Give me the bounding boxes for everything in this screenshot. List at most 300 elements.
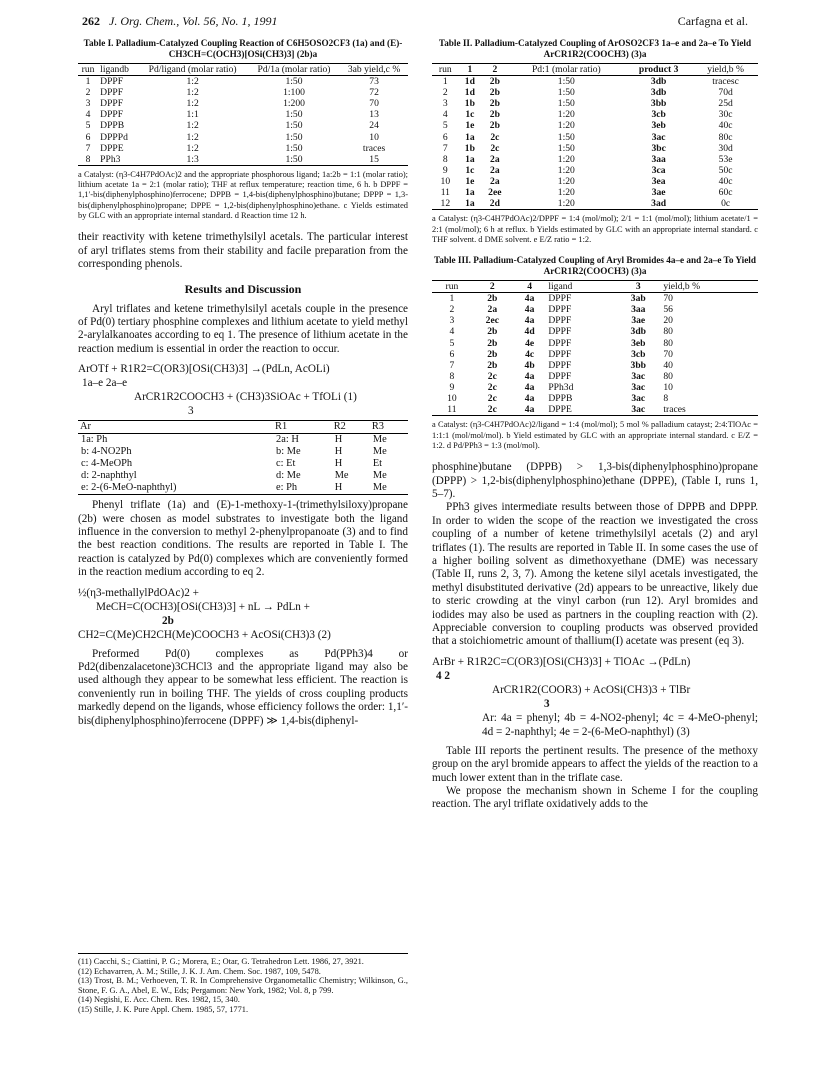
table-cell: 1:2	[186, 76, 199, 88]
equation-line: ½(η3-methallylPdOAc)2 +	[78, 586, 199, 599]
table-cell: 2d	[489, 198, 500, 210]
table-cell: 1:2	[186, 98, 199, 110]
table-cell: 2b	[489, 98, 500, 110]
table-cell: 1:20	[557, 187, 575, 199]
table-cell: 73	[369, 76, 379, 88]
table-cell: 10	[663, 381, 673, 393]
equation-labels: 1a–e 2a–e	[82, 377, 128, 390]
table-2-grid	[432, 63, 758, 210]
table-cell: 15	[369, 153, 379, 165]
table-cell: DPPPd	[100, 131, 128, 143]
equation-line: ArCR1R2(COOR3) + AcOSi(CH3)3 + TlBr	[492, 683, 691, 696]
table-cell: 8	[442, 153, 448, 165]
table-cell: 1:50	[285, 153, 303, 165]
table-cell: 1c	[465, 109, 475, 121]
column-header: run	[81, 64, 95, 75]
table-row	[78, 120, 408, 131]
equation-labels: 4 2	[436, 669, 450, 682]
table-header-row	[78, 64, 408, 76]
table-cell: 2a	[490, 164, 500, 176]
table-cell: 1:200	[283, 98, 305, 110]
table-cell: 3aa	[631, 304, 646, 316]
equation-labels: 3	[544, 697, 550, 710]
table-cell: 1:50	[285, 76, 303, 88]
table-cell: 25d	[718, 98, 733, 110]
equation-line: ArOTf + R1R2=C(OR3)[OSi(CH3)3] →(PdLn, AcOLi)	[78, 363, 330, 376]
table-cell: 1e	[465, 175, 475, 187]
table-cell: 2a	[490, 175, 500, 187]
equation-2	[78, 586, 408, 642]
table-cell: 2c	[487, 381, 497, 393]
table-row	[78, 434, 408, 447]
table-cell: 3bc	[651, 142, 666, 154]
left-column	[78, 38, 408, 728]
table-cell: 2b	[489, 109, 500, 121]
table-cell: b: 4-NO2Ph	[81, 446, 132, 458]
table-row	[432, 87, 758, 98]
table-cell: 2b	[489, 76, 500, 88]
table-cell: 2b	[487, 293, 498, 305]
table-cell: 6	[449, 348, 455, 360]
table-cell: 1	[85, 76, 91, 88]
table-cell: 3db	[650, 76, 667, 88]
table-cell: 2	[85, 87, 91, 99]
substituent-table	[78, 420, 408, 495]
table-cell: 80	[663, 337, 673, 349]
table-cell: 80	[663, 326, 673, 338]
table-cell: 70	[663, 348, 673, 360]
table-cell: 4b	[524, 359, 535, 371]
paragraph: phosphine)butane (DPPB) > 1,3-bis(diphenylphosphino)propane (DPPP) > 1,2-bis(diphenylphosphino)ethane (DPPE), (Table I, runs 1, 5–7).	[432, 461, 758, 500]
equation-line: CH2=C(Me)CH2CH(Me)COOCH3 + AcOSi(CH3)3 (2)	[78, 628, 331, 641]
table-2-footnote: a Catalyst: (η3-C4H7PdOAc)2/DPPF = 1:4 (mol/mol); 2/1 = 1:1 (mol/mol); lithium acetate/1 = 2:1 (mol/mol); 6 h at reflux. b Yields estimated by GLC with an appropriate internal standard. c THF solvent. d DME solvent. e E/Z ratio = 1:2.	[432, 214, 758, 244]
table-cell: 4a	[524, 293, 535, 305]
table-cell: 10	[369, 131, 379, 143]
table-2	[432, 38, 758, 245]
table-cell: traces	[663, 404, 686, 416]
table-cell: 1:50	[285, 109, 303, 121]
table-cell: 40c	[718, 175, 733, 187]
table-row	[78, 482, 408, 495]
table-row	[432, 404, 758, 416]
column-header: 2	[489, 281, 495, 293]
table-cell: Me	[372, 434, 387, 446]
table-row	[432, 154, 758, 165]
table-cell: 8	[85, 153, 91, 165]
table-cell: 2b	[487, 337, 498, 349]
table-cell: 4a	[524, 315, 535, 327]
table-cell: 1:2	[186, 142, 199, 154]
table-cell: DPPF	[548, 348, 572, 360]
table-cell: 3ae	[631, 315, 646, 327]
table-cell: 1c	[465, 164, 475, 176]
table-cell: 4	[85, 109, 91, 121]
table-cell: 4e	[525, 337, 535, 349]
running-header-left	[82, 14, 278, 29]
table-cell: 1a	[465, 153, 475, 165]
reference-entry: (12) Echavarren, A. M.; Stille, J. K. J. Am. Chem. Soc. 1987, 109, 5478.	[78, 966, 321, 976]
table-cell: 1:50	[557, 142, 575, 154]
table-cell: 1:50	[557, 131, 575, 143]
table-cell: 1a	[465, 187, 475, 199]
table-row	[432, 393, 758, 404]
table-row	[432, 360, 758, 371]
table-cell: 53e	[718, 153, 733, 165]
table-cell: 2	[442, 87, 448, 99]
table-cell: 2a	[487, 304, 498, 316]
table-row	[432, 109, 758, 120]
table-cell: 1d	[464, 87, 475, 99]
table-1	[78, 38, 408, 221]
table-cell: 4a	[524, 404, 535, 416]
table-cell: 1:20	[557, 164, 575, 176]
table-3-grid	[432, 280, 758, 416]
column-header: run	[445, 281, 459, 293]
table-cell: 40	[663, 359, 673, 371]
table-row	[78, 132, 408, 143]
table-cell: 4d	[524, 326, 535, 338]
section-title: Results and Discussion	[184, 281, 302, 296]
table-cell: 8	[449, 370, 455, 382]
table-cell: 80	[663, 370, 673, 382]
table-cell: 70d	[718, 87, 733, 99]
table-row	[78, 76, 408, 88]
table-cell: d: 2-naphthyl	[81, 470, 137, 482]
column-header: 4	[527, 281, 532, 293]
paragraph: Table III reports the pertinent results. The presence of the methoxy group on the aryl bromide appears to affect the yields of the reaction to a much lower extent than in the triflate case.	[432, 744, 758, 784]
table-row	[432, 76, 758, 88]
table-cell: DPPE	[100, 142, 124, 154]
table-row	[78, 87, 408, 98]
column-header: R2	[333, 421, 346, 433]
table-cell: 2c	[487, 404, 497, 416]
table-cell: 2b	[487, 348, 498, 360]
table-cell: DPPF	[548, 370, 572, 382]
table-3	[432, 255, 758, 451]
column-header: ligandb	[100, 64, 129, 75]
table-cell: 56	[663, 304, 673, 316]
paragraph: We propose the mechanism shown in Scheme I for the coupling reaction. The aryl triflate oxidatively adds to the	[432, 785, 758, 811]
table-cell: 70	[663, 293, 673, 305]
table-cell: 2a: H	[276, 434, 299, 446]
equation-labels: 2b	[162, 614, 174, 627]
paragraph: Preformed Pd(0) complexes as Pd(PPh3)4 or Pd2(dibenzalacetone)3CHCl3 and the appropriate ligand may also be used although they appear to be somewhat less efficient. The reaction is conveniently run in boiling THF. The yields of cross coupling products markedly depend on the ligands, whose efficiency follows the order: 1,1′-bis(diphenylphosphino)ferrocene (DPPF) ≫ 1,4-bis(diphenyl-	[78, 647, 408, 727]
reference-entry: (13) Trost, B. M.; Verhoeven, T. R. In Comprehensive Organometallic Chemistry; Wilkinson, G., Stone, F. G. A., Abel, E. W., Eds; Pergamon: New York, 1982; Vol. 8, p 799.	[78, 976, 408, 995]
reference-entry: (14) Negishi, E. Acc. Chem. Res. 1982, 15, 340.	[78, 995, 240, 1005]
equation-labels: 3	[188, 405, 194, 418]
table-cell: 4a	[524, 304, 535, 316]
table-row	[432, 98, 758, 109]
table-row	[432, 338, 758, 349]
table-cell: 2c	[487, 393, 497, 405]
column-header: Pd:1 (molar ratio)	[531, 64, 601, 75]
table-cell: 20	[663, 315, 673, 327]
table-cell: 3bb	[650, 98, 667, 110]
table-cell: 1a: Ph	[81, 434, 108, 446]
table-cell: tracesc	[712, 76, 739, 88]
table-row	[78, 458, 408, 470]
table-3-caption: Table III. Palladium-Catalyzed Coupling of Aryl Bromides 4a–e and 2a–e To Yield ArCR1R2(COOCH3) (3)a	[434, 255, 756, 277]
table-row	[78, 446, 408, 458]
table-cell: 3ac	[631, 404, 646, 416]
table-cell: 3ac	[651, 131, 666, 143]
column-header: 3ab yield,c %	[347, 64, 401, 75]
column-header: yield,b %	[707, 64, 744, 75]
table-row	[432, 371, 758, 382]
table-cell: 40c	[718, 120, 733, 132]
table-cell: DPPF	[548, 359, 572, 371]
table-cell: 2b	[487, 326, 498, 338]
table-row	[432, 304, 758, 315]
table-cell: 3ac	[631, 393, 646, 405]
table-cell: 1:50	[557, 87, 575, 99]
table-row	[432, 187, 758, 198]
table-row	[432, 120, 758, 131]
table-cell: 2	[449, 304, 455, 316]
table-cell: Me	[372, 482, 387, 494]
table-header-row	[432, 64, 758, 76]
table-cell: 3	[85, 98, 91, 110]
table-cell: 60c	[718, 187, 733, 199]
table-cell: 3cb	[651, 109, 666, 121]
table-cell: 1:100	[283, 87, 305, 99]
table-cell: 3	[442, 98, 448, 110]
table-cell: 72	[369, 87, 379, 99]
table-cell: 7	[442, 142, 448, 154]
table-cell: c: 4-MeOPh	[81, 458, 133, 470]
table-cell: 1:50	[285, 142, 303, 154]
table-1-caption: Table I. Palladium-Catalyzed Coupling Reaction of C6H5OSO2CF3 (1a) and (E)-CH3CH=C(OCH3)[OSi(CH3)3] (2b)a	[83, 38, 403, 59]
table-cell: 3eb	[631, 337, 646, 349]
table-cell: 10	[440, 175, 451, 187]
table-cell: 1b	[464, 98, 475, 110]
equation-3	[432, 655, 758, 739]
table-cell: 24	[369, 120, 379, 132]
table-cell: 4a	[524, 381, 535, 393]
table-cell: 1b	[464, 142, 475, 154]
table-cell: DPPE	[548, 404, 572, 416]
table-cell: 1:20	[557, 120, 575, 132]
table-cell: DPPF	[548, 293, 572, 305]
table-row	[432, 382, 758, 393]
table-cell: DPPF	[548, 315, 572, 327]
table-cell: c: Et	[276, 458, 296, 470]
table-cell: 1:2	[186, 131, 199, 143]
table-cell: d: Me	[276, 470, 301, 482]
paragraph: Phenyl triflate (1a) and (E)-1-methoxy-1-(trimethylsiloxy)propane (2b) were chosen as model substrates to investigate both the ligand influence in the conversion to methyl 2-phenylpropanoate (3) and to find the best reaction conditions. The results are reported in Table I. The reaction is catalyzed by Pd(0) complexes which are conveniently formed in the reaction medium according to eq 2.	[78, 499, 408, 579]
table-cell: 3bb	[630, 359, 646, 371]
table-cell: DPPF	[548, 326, 572, 338]
table-cell: 7	[449, 359, 455, 371]
table-cell: 2b	[489, 120, 500, 132]
table-cell: 1:20	[557, 153, 575, 165]
column-header: yield,b %	[663, 281, 701, 293]
table-cell: 10	[447, 393, 457, 405]
equation-line: ArCR1R2COOCH3 + (CH3)3SiOAc + TfOLi (1)	[134, 391, 357, 404]
table-cell: 9	[449, 381, 455, 393]
table-cell: PPh3	[100, 153, 121, 165]
table-row	[432, 349, 758, 360]
table-cell: 1:50	[557, 76, 575, 88]
table-cell: 13	[369, 109, 379, 121]
table-cell: 3ab	[630, 293, 646, 305]
column-header: R3	[371, 421, 384, 433]
table-cell: 9	[442, 164, 448, 176]
table-cell: 0c	[721, 198, 731, 210]
table-row	[78, 143, 408, 154]
table-cell: 2c	[490, 131, 500, 143]
paragraph: their reactivity with ketene trimethylsilyl acetals. The particular interest of aryl triflates stems from their stability and facile preparation from the corresponding phenols.	[78, 231, 408, 271]
table-cell: DPPF	[548, 337, 572, 349]
table-3-footnote: a Catalyst: (η3-C4H7PdOAc)2/ligand = 1:4 (mol/mol); 5 mol % palladium catayst; 2:4:TlOAc = 1:1:1 (mol/mol/mol). b Yield estimated by GLC with an appropriate internal standard. c E/Z = 1:2. d Pd/PPh3 = 1:3 (mol/mol).	[432, 420, 758, 450]
table-row	[432, 293, 758, 305]
table-cell: 1d	[464, 76, 475, 88]
table-cell: 1a	[465, 131, 475, 143]
table-row	[432, 176, 758, 187]
table-cell: DPPF	[100, 109, 124, 121]
equation-aryl-key: Ar: 4a = phenyl; 4b = 4-NO2-phenyl; 4c = 4-MeO-phenyl; 4d = 2-naphthyl; 4e = 2-(6-MeO-naphthyl) (3)	[482, 711, 758, 738]
table-cell: Me	[372, 470, 387, 482]
table-cell: 4	[442, 109, 448, 121]
reference-entry: (11) Cacchi, S.; Ciattini, P. G.; Morera, E.; Otar, G. Tetrahedron Lett. 1986, 27, 3921.	[78, 957, 364, 966]
table-1-grid	[78, 63, 408, 166]
table-cell: 3ae	[651, 187, 666, 199]
table-row	[432, 132, 758, 143]
column-header: 3	[635, 281, 641, 293]
table-cell: 5	[442, 120, 448, 132]
table-cell: traces	[362, 142, 386, 154]
table-cell: 8	[663, 393, 669, 405]
table-cell: 6	[442, 131, 448, 143]
table-cell: 3cb	[631, 348, 646, 360]
table-cell: Et	[372, 458, 383, 470]
column-header: Pd/ligand (molar ratio)	[148, 64, 237, 75]
table-cell: H	[334, 458, 343, 470]
table-cell: 3aa	[651, 153, 666, 165]
table-cell: 1	[442, 76, 448, 88]
table-1-footnote: a Catalyst: (η3-C4H7PdOAc)2 and the appropriate phosphorous ligand; 1a:2b = 1:1 (molar ratio); lithium acetate 1a = 2:1 (molar ratio); THF at reflux temperature; reaction time, 6 h. b DPPF = 1,1′-bis(diphenylphosphino)ferrocene; DPPB = 1,4-bis(diphenylphosphino)butane; DPPP = 1,3-bis(diphenylphosphino)propane; DPPE = 1,2-bis(diphenylphosphino)ethane. c Yields estimated by GLC with an appropriate internal standard. d Reaction time 12 h.	[78, 169, 408, 221]
table-cell: 1:1	[186, 109, 199, 121]
table-cell: b: Me	[276, 446, 301, 458]
table-cell: 1:2	[186, 120, 199, 132]
table-cell: DPPF	[100, 76, 124, 88]
references	[78, 953, 408, 1015]
table-cell: 2ee	[488, 187, 502, 199]
column-header: R1	[275, 421, 288, 433]
table-row	[432, 315, 758, 326]
table-cell: 3db	[630, 326, 646, 338]
table-cell: 4a	[524, 393, 535, 405]
column-header: Pd/1a (molar ratio)	[257, 64, 331, 75]
table-cell: 11	[447, 404, 457, 416]
table-cell: 1:20	[557, 198, 575, 210]
column-header: run	[438, 64, 452, 75]
table-cell: Me	[372, 446, 387, 458]
table-cell: 3	[449, 315, 455, 327]
column-header: 2	[492, 64, 498, 75]
table-cell: H	[334, 446, 343, 458]
column-header: product 3	[638, 64, 679, 75]
equation-line: MeCH=C(OCH3)[OSi(CH3)3] + nL → PdLn +	[96, 600, 310, 613]
table-cell: 7	[85, 142, 91, 154]
table-cell: 1:20	[557, 109, 575, 121]
table-row	[432, 165, 758, 176]
table-row	[78, 109, 408, 120]
column-header: Ar	[80, 421, 91, 433]
table-cell: 3ad	[651, 198, 667, 210]
table-row	[432, 143, 758, 154]
table-cell: 3ac	[631, 381, 646, 393]
table-header-row	[78, 421, 408, 434]
table-cell: 3eb	[651, 120, 666, 132]
table-cell: 2a	[490, 153, 500, 165]
table-cell: 1:50	[285, 120, 303, 132]
table-cell: PPh3d	[548, 381, 574, 393]
table-row	[432, 198, 758, 210]
table-cell: 3ac	[631, 370, 646, 382]
table-cell: DPPB	[100, 120, 125, 132]
table-cell: Me	[334, 470, 349, 482]
table-cell: 1e	[465, 120, 475, 132]
table-row	[78, 98, 408, 109]
table-cell: 1:2	[186, 87, 199, 99]
table-cell: DPPB	[548, 393, 573, 405]
table-cell: 4c	[525, 348, 535, 360]
paragraph: Aryl triflates and ketene trimethylsilyl acetals couple in the presence of Pd(0) tertiary phosphine complexes and lithium acetate to yield methyl 2-arylalkanoates according to eq 1. The presence of lithium acetate in the reaction medium is essential in order the reaction to occur.	[78, 302, 408, 355]
table-cell: 11	[440, 187, 450, 199]
table-row	[78, 470, 408, 482]
table-cell: 1:50	[285, 131, 303, 143]
table-cell: 2c	[490, 142, 500, 154]
table-cell: 2b	[489, 87, 500, 99]
table-cell: 80c	[718, 131, 733, 143]
table-cell: 2b	[487, 359, 498, 371]
running-header-author: Carfagna et al.	[677, 14, 748, 28]
column-header: 1	[467, 64, 473, 75]
table-cell: 50c	[718, 164, 733, 176]
column-header: ligand	[548, 281, 573, 293]
table-cell: 5	[449, 337, 455, 349]
table-cell: 6	[85, 131, 91, 143]
table-cell: DPPF	[548, 304, 572, 316]
journal-citation: J. Org. Chem., Vol. 56, No. 1, 1991	[109, 14, 278, 28]
table-cell: H	[334, 482, 343, 494]
table-cell: 1:20	[557, 175, 575, 187]
table-2-caption: Table II. Palladium-Catalyzed Coupling of ArOSO2CF3 1a–e and 2a–e To Yield ArCR1R2(COOCH3) (3)a	[438, 38, 752, 59]
table-cell: DPPF	[100, 87, 124, 99]
table-cell: 5	[85, 120, 91, 132]
table-cell: 4a	[524, 370, 535, 382]
table-row	[78, 154, 408, 166]
table-cell: 1:3	[186, 153, 199, 165]
table-header-row	[432, 281, 758, 293]
table-cell: 30d	[718, 142, 733, 154]
table-cell: 2ec	[485, 315, 499, 327]
table-cell: 3db	[650, 87, 667, 99]
table-cell: 4	[449, 326, 455, 338]
equation-line: ArBr + R1R2C=C(OR3)[OSi(CH3)3] + TlOAc →(PdLn)	[432, 655, 691, 668]
paragraph: PPh3 gives intermediate results between those of DPPB and DPPP. In order to widen the scope of the reaction we investigated the cross coupling of a number of ketene trimethylsilyl acetals (2) and aryl triflates (1). The results are reported in Table II. In some cases the use of a higher boiling solvent as dimethoxyethane (DME) was necessary (Table II, runs 2, 3, 7). Among the ketene silyl acetals investigated, the methyl disubstituted derivative (2d) appears to be unreactive, likely due to steric crowding at the vinyl carbon (run 12). Aryl bromides and iodides may also be used as partners in the coupling reaction with (2). Appreciable conversion to coupling products was observed provided that a stoichiometric amount of thallium(I) acetate was present (eq 3).	[432, 501, 758, 648]
equation-1	[78, 362, 408, 418]
table-cell: DPPF	[100, 98, 124, 110]
table-cell: 3ca	[651, 164, 666, 176]
table-cell: e: 2-(6-MeO-naphthyl)	[81, 482, 177, 494]
table-cell: 70	[369, 98, 379, 110]
table-cell: 3ea	[651, 175, 666, 187]
table-cell: 30c	[718, 109, 733, 121]
reference-entry: (15) Stille, J. K. Pure Appl. Chem. 1985, 57, 1771.	[78, 1004, 249, 1014]
table-cell: 1:50	[557, 98, 575, 110]
